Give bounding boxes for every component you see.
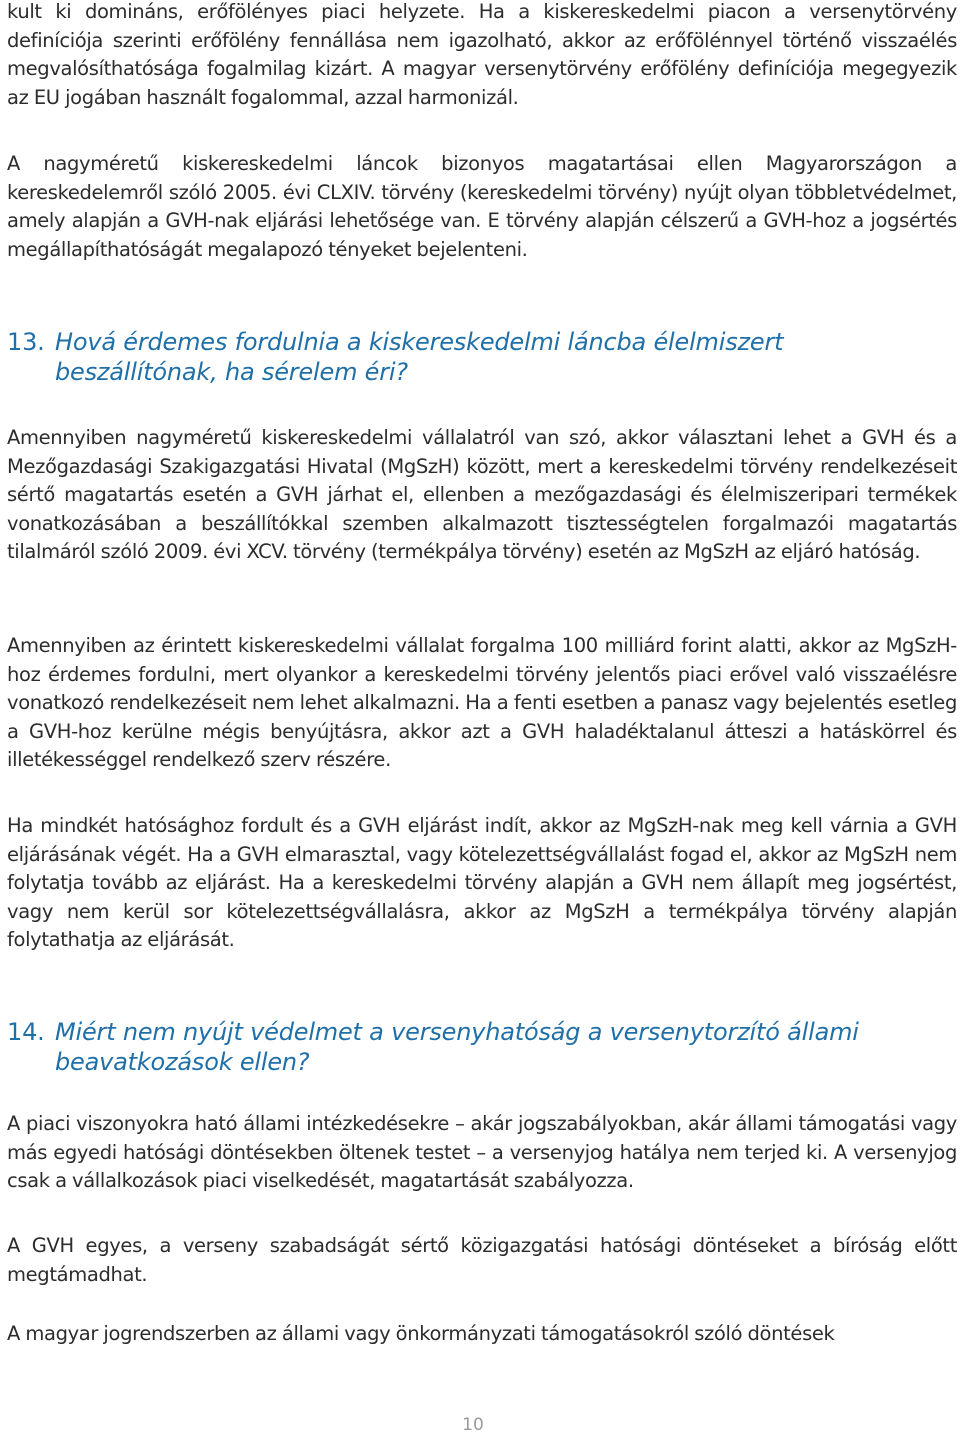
section-title-13-line2: beszállítónak, ha sérelem éri? bbox=[55, 358, 408, 386]
paragraph-turnover-threshold: Amennyiben az érintett kiskereskedelmi vállalat forgalma 100 milliárd forint alatti, akkor az MgSzH-hoz érdemes fordulni, mert olyankor a kereskedelmi törvény jelentős piaci erővel való visszaélésre vonatkozó rendelkezéseit nem lehet alkalmazni. Ha a fenti esetben a panasz vagy bejelentés esetleg a GVH-hoz kerülne mégis benyújtásra, akkor azt a GVH haladéktalanul átteszi a hatáskörrel és illetékességgel rendelkező szerv részére. bbox=[7, 634, 957, 771]
section-title-13-line1: Hová érdemes fordulnia a kiskereskedelmi láncba élelmiszert bbox=[55, 328, 784, 356]
paragraph-state-measures: A piaci viszonyokra ható állami intézkedésekre – akár jogszabályokban, akár állami támogatási vagy más egyedi hatósági döntésekben öltenek testet – a versenyjog hatálya nem terjed ki. A versenyjog csak a vállalkozások piaci viselkedését, magatartását szabályozza. bbox=[7, 1112, 957, 1192]
paragraph-authority-choice: Amennyiben nagyméretű kiskereskedelmi vállalatról van szó, akkor választani lehet a GVH és a Mezőgazdasági Szakigazgatási Hivatal (MgSzH) között, mert a kereskedelmi törvény rendelkezéseit sértő magatartás esetén a GVH járhat el, ellenben a mezőgazdasági és élelmiszeripari termékek vonatkozásában a beszállítókkal szemben alkalmazott tisztességtelen forgalmazói magatartás tilalmáról szóló 2009. évi XCV. törvény (termékpálya törvény) esetén az MgSzH az eljáró hatóság. bbox=[7, 426, 957, 563]
paragraph-trade-act: A nagyméretű kiskereskedelmi láncok bizonyos magatartásai ellen Magyarországon a kereskedelemről szóló 2005. évi CLXIV. törvény (kereskedelmi törvény) nyújt olyan többletvédelmet, amely alapján a GVH-nak eljárási lehetősége van. E törvény alapján célszerű a GVH-hoz a jogsértés megállapíthatóságát megalapozó tényeket bejelenteni. bbox=[7, 152, 957, 261]
paragraph-gvh-challenge: A GVH egyes, a verseny szabadságát sértő közigazgatási hatósági döntéseket a bíróság előtt megtámadhat. bbox=[7, 1234, 957, 1286]
paragraph-state-aid: A magyar jogrendszerben az állami vagy önkormányzati támogatásokról szóló döntések bbox=[7, 1322, 835, 1345]
page-number: 10 bbox=[462, 1415, 484, 1435]
section-title-14-line2: beavatkozások ellen? bbox=[55, 1048, 310, 1076]
paragraph-parallel-proceedings: Ha mindkét hatósághoz fordult és a GVH eljárást indít, akkor az MgSzH-nak meg kell várnia a GVH eljárásának végét. Ha a GVH elmarasztal, vagy kötelezettségvállalást fogad el, akkor az MgSzH nem folytatja tovább az eljárást. Ha a kereskedelmi törvény alapján a GVH nem állapít meg jogsértést, vagy nem kerül sor kötelezettségvállalásra, akkor az MgSzH a termékpálya törvény alapján folytathatja az eljárását. bbox=[7, 814, 957, 951]
section-number-13: 13. bbox=[7, 328, 45, 356]
section-heading-13 bbox=[7, 327, 957, 387]
section-number-14: 14. bbox=[7, 1018, 45, 1046]
section-heading-14 bbox=[7, 1017, 957, 1077]
section-title-14-line1: Miért nem nyújt védelmet a versenyhatóság a versenytorzító állami bbox=[55, 1018, 859, 1046]
paragraph-dominance-definition: kult ki domináns, erőfölényes piaci helyzete. Ha a kiskereskedelmi piacon a versenytörvény definíciója szerinti erőfölény fennállása nem igazolható, akkor az erőfölénnyel történő visszaélés megvalósíthatósága fogalmilag kizárt. A magyar versenytörvény erőfölény definíciója megegyezik az EU jogában használt fogalommal, azzal harmonizál. bbox=[7, 0, 957, 109]
